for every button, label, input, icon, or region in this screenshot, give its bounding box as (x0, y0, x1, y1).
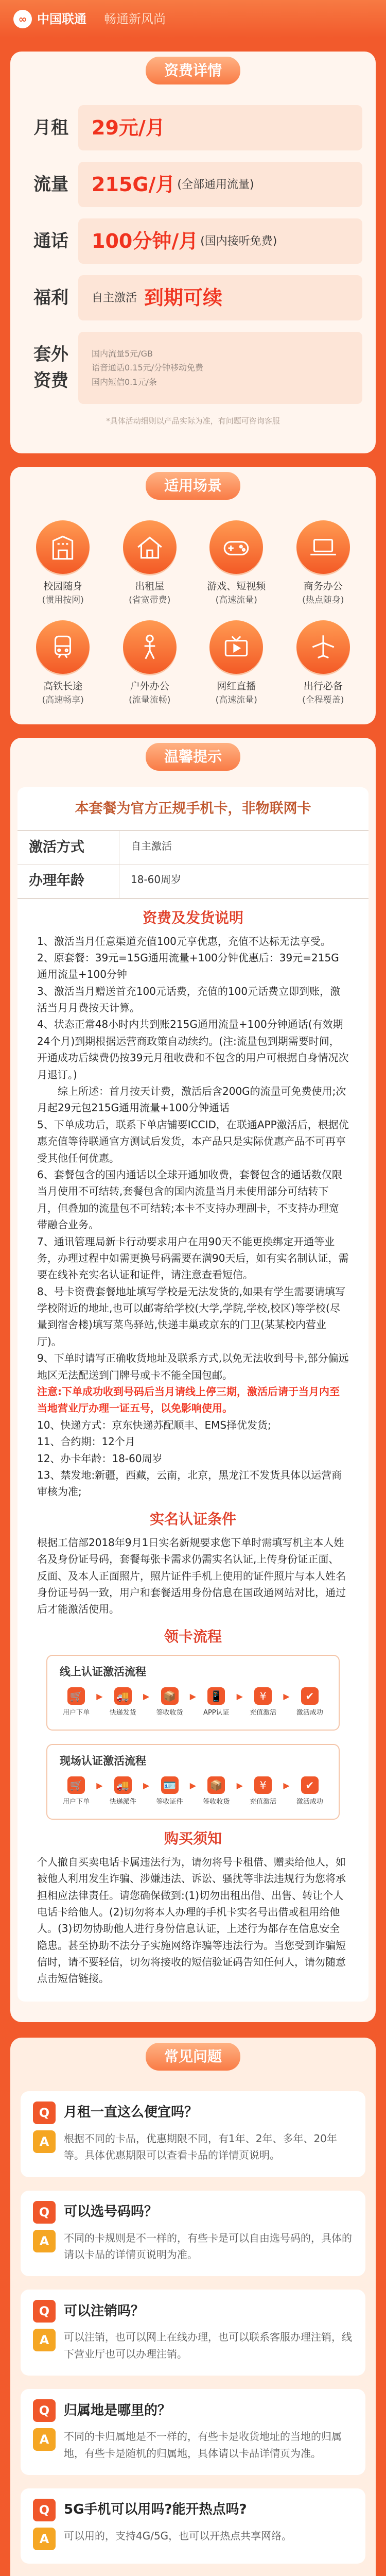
table-value: 自主激活 (131, 839, 172, 852)
arrow-icon: ▶ (236, 1781, 243, 1791)
arrow-icon: ▶ (96, 1691, 103, 1702)
scene-item (280, 520, 367, 607)
scene-name: 出租屋 (135, 581, 165, 592)
policy-list (17, 933, 369, 1500)
question-icon: Q (33, 2102, 56, 2124)
policy-item: 7、通讯管理局新卡行动要求用户在用90天不能更换绑定开通等业务，办理过程中如需更换号码需要在满90天后，如有实名制认证，需要在线补充实名认证和证件，请注意查看短信。 (37, 1235, 349, 1281)
brand-name: 中国联通 (37, 12, 86, 26)
flow-step: 📦 签收收货 (153, 1687, 186, 1718)
laptop-icon (296, 520, 350, 574)
question-icon: Q (33, 2499, 56, 2521)
pricing-pill: 资费详情 (146, 57, 240, 84)
notice-title: 购买须知 (164, 1829, 222, 1847)
scene-item (193, 620, 280, 707)
check-icon: ✔ (301, 1776, 319, 1794)
header (0, 0, 386, 38)
flow-step: 🚚 快递派件 (107, 1776, 139, 1807)
perk-row (24, 275, 362, 320)
policy-item: 12、办卡年龄：18-60周岁 (37, 1452, 163, 1465)
flow-step: 🛒 用户下单 (60, 1776, 93, 1807)
scene-sub: (流量流畅) (129, 694, 171, 705)
building-icon (36, 520, 90, 574)
faq-item (21, 2191, 365, 2277)
answer-icon: A (33, 2329, 56, 2351)
pricing-section (10, 52, 376, 453)
faq-item (21, 2488, 365, 2564)
answer-icon: A (33, 2428, 56, 2451)
truck-icon: 🚚 (114, 1776, 132, 1794)
faq-question: 可以选号码吗？ (64, 2204, 158, 2220)
arrow-icon: ▶ (189, 1781, 197, 1791)
cart-icon: 🛒 (67, 1687, 85, 1705)
policy-item: 9、下单时请写正确收货地址及联系方式,以免无法收到号卡,部分偏远地区无法配送到门牌号或卡不能全国包邮。 (37, 1352, 349, 1381)
faq-question: 归属地是哪里的？ (64, 2402, 171, 2418)
answer-icon: A (33, 2528, 56, 2550)
realname-title: 实名认证条件 (149, 1510, 236, 1528)
policy-item: 1、激活当月任意渠道充值100元享优惠，充值不达标无法享受。 (37, 935, 331, 947)
table-row (17, 864, 369, 899)
table-key: 激活方式 (17, 831, 119, 865)
flow-step: ¥ 充值激活 (247, 1776, 279, 1807)
table-row (17, 831, 369, 865)
cart-icon: 🛒 (67, 1776, 85, 1794)
calls-value: 100分钟/月 (92, 229, 199, 252)
flow-step: 🪪 签收证件 (153, 1776, 186, 1807)
flow-title: 领卡流程 (164, 1628, 222, 1645)
arrow-icon: ▶ (143, 1691, 150, 1702)
flow-step: 🛒 用户下单 (60, 1687, 93, 1718)
scene-name: 游戏、短视频 (207, 581, 266, 592)
scene-name: 商务办公 (303, 581, 343, 592)
scene-sub: (热点随身) (302, 595, 344, 605)
arrow-icon: ▶ (283, 1781, 290, 1791)
policy-highlight: 注意:下单成功收到号码后当月请线上停三期，激活后请于当月内至当地营业厅办理一证五号，以免影响使用。 (37, 1385, 340, 1415)
scenes-pill: 适用场景 (146, 472, 240, 500)
person-icon (123, 620, 177, 674)
flow-step: ✔ 激活成功 (293, 1776, 326, 1807)
id-card-icon: 🪪 (161, 1776, 179, 1794)
scene-item (280, 620, 367, 707)
data-label: 流量 (33, 174, 68, 195)
data-note: (全部通用流量) (177, 178, 254, 191)
offline-flow-title: 现场认证激活流程 (60, 1754, 146, 1767)
policy-item: 10、快递方式：京东快递苏配顺丰、EMS择优发货; (37, 1418, 271, 1431)
faq-pill: 常见问题 (146, 2043, 240, 2071)
faq-answer: 不同的卡归属地是不一样的，有些卡是收货地址的当地的归属地，有些卡是随机的归属地，具体请以卡品详情页为准。 (64, 2430, 342, 2460)
scene-item (107, 620, 194, 707)
scene-name: 户外办公 (130, 681, 169, 692)
flow-step: ¥ 充值激活 (247, 1687, 279, 1718)
extra-line: 语音通话0.15元/分钟移动免费 (92, 363, 204, 373)
coin-icon: ¥ (254, 1776, 272, 1794)
scene-item (20, 620, 107, 707)
arrow-icon: ▶ (189, 1691, 197, 1702)
notice-text: 个人撤自买卖电话卡属违法行为，请勿将号卡租借、赠卖给他人，如被他人利用发生诈骗、涉嫌违法、诉讼、骚扰等非法违规行为您将承担相应法律责任。请您确保做到:(1)切勿出租出借、出售、转让个人电话卡给他人。(2)切勿将本人办理的手机卡实名号出借或租用给他人。(3)切勿协助他人进行身份信息认证，上述行为都存在信息安全隐患。甚至协助不法分子实施网络诈骗等违法行为。当您受到诈骗短信时，请不要轻信，切勿将接收的短信验证码告知任何人，请勿随意点击短信链接。 (37, 1855, 346, 1985)
faq-answer: 根据不同的卡品，优惠期限不同，有1年、2年、多年、20年等。具体优惠期限可以查看卡品的详情页说明。 (64, 2132, 337, 2162)
box-icon: 📦 (161, 1687, 179, 1705)
faq-answer: 可以注销，也可以网上在线办理，也可以联系客服办理注销，线下营业厅也可以办理注销。 (64, 2331, 352, 2360)
extra-line: 国内短信0.1元/条 (92, 377, 157, 387)
rent-label: 月租 (33, 117, 68, 138)
policy-item: 2、原套餐：39元=15G通用流量+100分钟优惠后：39元=215G通用流量+100分钟 (37, 951, 339, 981)
policy-item: 13、禁发地:新疆，西藏，云南，北京，黑龙江不发货具体以运营商审核为准; (37, 1469, 342, 1498)
arrow-icon: ▶ (96, 1781, 103, 1791)
perk-value: 到期可续 (144, 286, 223, 309)
faq-item (21, 2290, 365, 2376)
faq-answer: 不同的卡规则是不一样的，有些卡是可以自由选号码的，具体的请以卡品的详情页说明为准。 (64, 2231, 352, 2261)
realname-text: 根据工信部2018年9月1日实名新规要求您下单时需填写机主本人姓名及身份证号码，套餐每张卡需求仍需实名认证,上传身份证正面、反面、及本人正面照片，照片证件手机上使用的证件照片与本人姓名身份证号码一致，用户和套餐适用身份信息在国政通网站对比，通过后才能激活使用。 (37, 1536, 346, 1616)
scene-name: 高铁长途 (43, 681, 83, 692)
detail-table (17, 830, 369, 899)
flow-step: 📱 APP认证 (200, 1687, 233, 1718)
table-value: 18-60周岁 (131, 873, 182, 886)
check-icon: ✔ (301, 1687, 319, 1705)
scene-sub: (全程覆盖) (302, 694, 344, 705)
phone-icon: 📱 (207, 1687, 225, 1705)
unicom-logo-icon: ∞ (13, 10, 32, 28)
calls-row (24, 218, 362, 264)
flow-step: ✔ 激活成功 (293, 1687, 326, 1718)
faq-question: 5G手机可以用吗?能开热点吗? (64, 2502, 247, 2518)
flow-step: 🚚 快递发货 (107, 1687, 139, 1718)
answer-icon: A (33, 2230, 56, 2252)
scene-sub: (省宽带费) (129, 595, 171, 605)
faq-item (21, 2389, 365, 2475)
rent-value: 29元/月 (92, 116, 165, 139)
detail-section (10, 738, 376, 2022)
perk-label: 福利 (33, 287, 68, 308)
arrow-icon: ▶ (236, 1691, 243, 1702)
detail-pill: 温馨提示 (146, 743, 240, 771)
house-icon (123, 520, 177, 574)
calls-note: (国内接听免费) (200, 234, 277, 248)
rent-row (24, 105, 362, 150)
extra-row (24, 332, 362, 404)
coin-icon: ¥ (254, 1687, 272, 1705)
truck-icon: 🚚 (114, 1687, 132, 1705)
extra-label-2: 资费 (33, 370, 68, 391)
scenes-section (10, 467, 376, 724)
extra-label-1: 套外 (33, 344, 68, 365)
policy-title: 资费及发货说明 (142, 909, 243, 926)
policy-item: 综上所述：首月按天计费，激活后含200G的流量可免费使用;次月起29元包215G通用流量+100分钟通话 (37, 1085, 346, 1114)
scene-sub: (惯用按网) (42, 595, 84, 605)
online-flow-title: 线上认证激活流程 (60, 1665, 146, 1678)
table-key: 办理年龄 (17, 865, 119, 898)
gamepad-icon (209, 520, 263, 574)
scene-item (107, 520, 194, 607)
plane-icon (296, 620, 350, 674)
scene-name: 网红直播 (217, 681, 256, 692)
data-row (24, 162, 362, 207)
pricing-note: *具体活动细则以产品实际为准，有问题可咨询客服 (106, 416, 280, 426)
tv-icon (209, 620, 263, 674)
answer-icon: A (33, 2130, 56, 2153)
data-value: 215G/月 (92, 173, 176, 196)
arrow-icon: ▶ (283, 1691, 290, 1702)
question-icon: Q (33, 2201, 56, 2224)
scene-item (193, 520, 280, 607)
scene-name: 出行必备 (303, 681, 343, 692)
policy-item: 3、激活当月赠送首充100元话费，充值的100元话费立即到账，激活当月月费按天计算。 (37, 985, 341, 1014)
perk-prefix: 自主激活 (92, 291, 137, 304)
policy-item: 6、套餐包含的国内通话以全球开通加收费，套餐包含的通话数仅限当月使用不可结转,套餐包含的国内流量当月未使用部分可结转下月，但叠加的流量包不可结转;本卡不支持办理副卡，不支持办理宽带融合业务。 (37, 1168, 342, 1231)
brand-logo (13, 10, 86, 28)
policy-item: 5、下单成功后，联系下单店铺要ICCID，在联通APP激活后，根据优惠充值等待联通官方测试后发货，本产品只是实际优惠产品不可再享受其他任何优惠。 (37, 1118, 349, 1164)
policy-item: 8、号卡资费套餐地址填写学校是无法发货的,如果有学生需要请填写学校附近的地址,也可以邮寄给学校(大学,学院,学校,校区)等学校(尽量到宿舍楼)填写菜鸟驿站,快递丰巢或京东的门卫(某某校内营业厅)。 (37, 1285, 346, 1348)
faq-section (10, 2038, 376, 2576)
arrow-icon: ▶ (143, 1781, 150, 1791)
offline-flow (46, 1744, 340, 1820)
slogan: 畅通新风尚 (104, 12, 166, 26)
online-flow (46, 1655, 340, 1731)
box-icon: 📦 (207, 1776, 225, 1794)
scene-sub: (高速流量) (215, 595, 257, 605)
question-icon: Q (33, 2399, 56, 2422)
scene-sub: (高速畅享) (42, 694, 84, 705)
policy-item: 4、状态正常48小时内共到账215G通用流量+100分钟通话(有效期24个月)到期根据运营商政策自动续约。(注:流量包到期需要时间，开通成功后续费仍按39元月租收费和不包含的用户可根据自身情况次月退订。) (37, 1018, 349, 1081)
scene-item (20, 520, 107, 607)
faq-answer: 可以用的，支持4G/5G，也可以开热点共享网络。 (64, 2529, 292, 2542)
policy-item: 11、合约期：12个月 (37, 1435, 135, 1448)
question-icon: Q (33, 2300, 56, 2323)
faq-item (21, 2091, 365, 2177)
flow-step: 📦 签收收货 (200, 1776, 233, 1807)
calls-label: 通话 (33, 230, 68, 251)
faq-question: 可以注销吗？ (64, 2303, 145, 2319)
train-icon (36, 620, 90, 674)
detail-title: 本套餐为官方正规手机卡，非物联网卡 (75, 801, 311, 817)
faq-question: 月租一直这么便宜吗？ (64, 2105, 198, 2121)
scene-sub: (高速流量) (215, 694, 257, 705)
scene-name: 校园随身 (43, 581, 83, 592)
extra-line: 国内流量5元/GB (92, 349, 153, 359)
